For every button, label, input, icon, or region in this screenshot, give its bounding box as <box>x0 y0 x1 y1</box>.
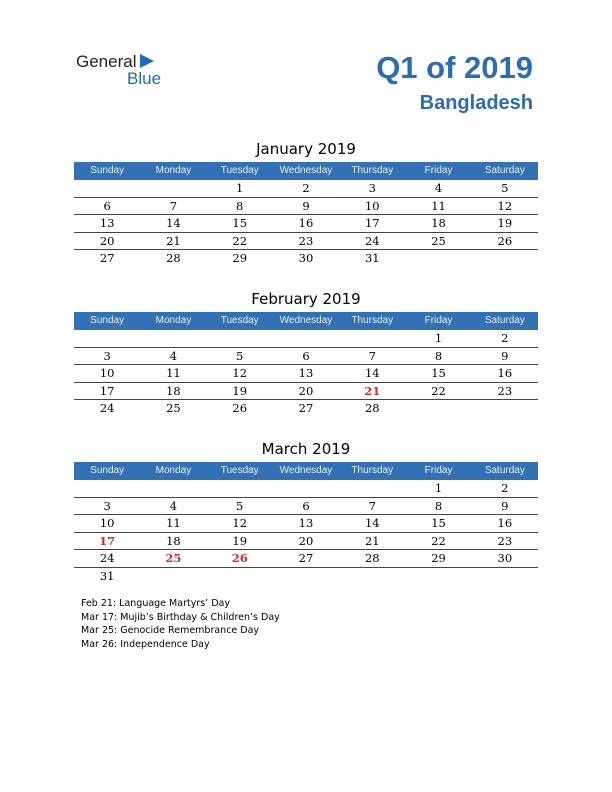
day-cell: 11 <box>166 366 181 381</box>
day-cell: 27 <box>298 401 314 416</box>
weekday-label: Monday <box>155 465 192 476</box>
brand-logo <box>76 52 176 88</box>
day-cell: 16 <box>497 516 513 531</box>
day-cell: 4 <box>434 181 443 195</box>
day-cell: 8 <box>236 198 244 213</box>
day-cell: 6 <box>103 198 111 213</box>
day-cell: 11 <box>166 516 181 531</box>
day-cell: 2 <box>501 331 509 345</box>
day-cell: 1 <box>434 481 443 495</box>
day-cell: 30 <box>298 251 314 266</box>
day-cell: 21 <box>166 233 181 248</box>
day-cell: 10 <box>99 366 115 381</box>
day-cell <box>273 480 339 497</box>
day-cell: 2 <box>302 181 310 195</box>
day-cell: 24 <box>364 233 380 248</box>
day-cell: 12 <box>232 366 248 381</box>
day-cell <box>472 568 538 585</box>
week-row <box>74 365 538 383</box>
day-cell: 28 <box>364 551 380 566</box>
day-cell: 1 <box>434 331 443 345</box>
day-cell: 8 <box>434 348 443 363</box>
day-cell: 14 <box>364 516 380 531</box>
day-cell <box>74 180 140 197</box>
day-cell: 7 <box>368 348 376 363</box>
day-cell: 4 <box>169 348 178 363</box>
day-cell: 27 <box>298 551 314 566</box>
day-cell <box>140 480 206 497</box>
weekday-label: Wednesday <box>279 165 333 176</box>
day-cell: 5 <box>501 181 509 195</box>
month-calendar <box>74 287 538 417</box>
month-title: February 2019 <box>251 290 361 308</box>
weekday-header <box>74 312 538 330</box>
day-cell: 17 <box>99 533 116 548</box>
day-cell: 18 <box>431 216 446 231</box>
day-cell <box>74 330 140 347</box>
week-row <box>74 250 538 267</box>
weekday-label: Thursday <box>351 165 394 176</box>
day-cell <box>405 400 471 417</box>
day-cell <box>140 330 206 347</box>
day-cell <box>74 480 140 497</box>
week-row <box>74 215 538 233</box>
day-cell <box>472 250 538 267</box>
week-row <box>74 568 538 585</box>
day-cell: 17 <box>99 383 115 398</box>
flag-icon <box>140 54 154 68</box>
day-cell: 13 <box>298 366 314 381</box>
day-cell: 26 <box>232 401 248 416</box>
weekday-label: Thursday <box>351 315 394 326</box>
day-cell: 5 <box>236 498 244 513</box>
page-title: Q1 of 2019 <box>376 50 533 85</box>
day-cell: 18 <box>166 533 181 548</box>
day-cell: 19 <box>232 383 248 398</box>
weekday-label: Friday <box>424 465 453 476</box>
day-cell <box>339 330 405 347</box>
day-cell: 1 <box>236 181 244 195</box>
month-title: January 2019 <box>256 140 356 158</box>
weekday-label: Monday <box>155 315 192 326</box>
holiday-note: Mar 17: Mujib’s Birthday & Children’s Day <box>81 611 280 623</box>
day-cell: 31 <box>99 568 115 583</box>
day-cell: 25 <box>166 401 181 416</box>
weekday-header <box>74 462 538 480</box>
day-cell: 17 <box>364 216 380 231</box>
day-cell: 16 <box>497 366 513 381</box>
weekday-label: Thursday <box>351 465 394 476</box>
day-cell: 21 <box>364 383 381 398</box>
day-cell: 9 <box>302 198 310 213</box>
week-row <box>74 383 538 401</box>
day-cell: 19 <box>232 533 248 548</box>
day-cell: 8 <box>434 498 443 513</box>
country-name: Bangladesh <box>419 92 533 114</box>
weekday-label: Saturday <box>484 315 525 326</box>
day-cell: 3 <box>368 181 376 195</box>
week-row <box>74 198 538 216</box>
day-cell <box>140 568 206 585</box>
weekday-label: Sunday <box>90 165 125 176</box>
day-cell <box>207 480 273 497</box>
day-cell: 28 <box>364 401 380 416</box>
holiday-note: Mar 26: Independence Day <box>81 638 210 650</box>
day-cell: 15 <box>431 366 446 381</box>
day-cell <box>273 568 339 585</box>
day-cell: 9 <box>501 498 509 513</box>
day-cell: 3 <box>103 498 111 513</box>
day-cell <box>207 568 273 585</box>
day-cell <box>339 480 405 497</box>
day-cell: 26 <box>231 551 248 566</box>
day-cell <box>339 568 405 585</box>
month-calendar <box>74 437 538 585</box>
weekday-label: Saturday <box>484 465 525 476</box>
week-row <box>74 550 538 568</box>
holiday-note: Mar 25: Genocide Remembrance Day <box>81 625 260 637</box>
week-row <box>74 348 538 366</box>
day-cell: 3 <box>103 348 111 363</box>
day-cell: 26 <box>497 233 513 248</box>
brand-general-text: General <box>76 52 137 71</box>
weekday-header <box>74 162 538 180</box>
weekday-label: Tuesday <box>220 165 259 176</box>
day-cell: 27 <box>99 251 115 266</box>
day-cell: 25 <box>431 233 446 248</box>
weekday-label: Friday <box>424 315 453 326</box>
week-row <box>74 330 538 348</box>
day-cell <box>273 330 339 347</box>
brand-blue-text: Blue <box>127 69 162 88</box>
day-cell: 21 <box>364 533 380 548</box>
day-cell: 23 <box>497 533 513 548</box>
day-cell <box>405 250 471 267</box>
weekday-label: Wednesday <box>279 315 333 326</box>
weekday-label: Monday <box>155 165 192 176</box>
week-row <box>74 180 538 198</box>
day-cell: 29 <box>431 551 446 566</box>
day-cell: 2 <box>501 481 509 495</box>
day-cell: 20 <box>298 383 314 398</box>
day-cell: 23 <box>298 233 314 248</box>
weekday-label: Sunday <box>90 465 125 476</box>
week-row <box>74 498 538 516</box>
day-cell: 6 <box>302 498 310 513</box>
week-row <box>74 233 538 251</box>
week-row <box>74 515 538 533</box>
day-cell: 22 <box>232 233 248 248</box>
day-cell: 4 <box>169 498 178 513</box>
day-cell: 20 <box>298 533 314 548</box>
day-cell: 22 <box>431 383 446 398</box>
day-cell: 14 <box>364 366 380 381</box>
day-cell: 10 <box>364 198 380 213</box>
weekday-label: Sunday <box>90 315 125 326</box>
day-cell <box>472 400 538 417</box>
day-cell: 18 <box>166 383 181 398</box>
day-cell: 12 <box>497 198 513 213</box>
month-calendar <box>74 137 538 267</box>
day-cell: 10 <box>99 516 115 531</box>
day-cell: 19 <box>497 216 513 231</box>
day-cell <box>140 180 206 197</box>
day-cell: 15 <box>232 216 248 231</box>
holiday-note: Feb 21: Language Martyrs’ Day <box>81 598 230 609</box>
day-cell: 12 <box>232 516 248 531</box>
weekday-label: Friday <box>424 165 453 176</box>
week-row <box>74 533 538 551</box>
day-cell: 29 <box>232 251 248 266</box>
day-cell: 7 <box>368 498 376 513</box>
day-cell: 24 <box>99 551 115 566</box>
day-cell: 22 <box>431 533 446 548</box>
day-cell: 14 <box>166 216 181 231</box>
week-row <box>74 400 538 417</box>
day-cell: 20 <box>99 233 115 248</box>
day-cell: 13 <box>99 216 115 231</box>
holiday-notes <box>81 597 280 651</box>
day-cell: 11 <box>431 198 446 213</box>
day-cell: 24 <box>99 401 115 416</box>
day-cell: 7 <box>169 198 178 213</box>
day-cell: 31 <box>364 251 380 266</box>
day-cell: 6 <box>302 348 310 363</box>
day-cell: 9 <box>501 348 509 363</box>
day-cell: 25 <box>165 551 182 566</box>
weekday-label: Tuesday <box>220 315 259 326</box>
month-title: March 2019 <box>261 440 351 458</box>
day-cell: 15 <box>431 516 446 531</box>
weekday-label: Tuesday <box>220 465 259 476</box>
day-cell: 16 <box>298 216 314 231</box>
day-cell: 5 <box>236 348 244 363</box>
week-row <box>74 480 538 498</box>
day-cell: 28 <box>166 251 181 266</box>
day-cell: 13 <box>298 516 314 531</box>
day-cell: 30 <box>497 551 513 566</box>
weekday-label: Saturday <box>484 165 525 176</box>
day-cell <box>405 568 471 585</box>
day-cell: 23 <box>497 383 513 398</box>
day-cell <box>207 330 273 347</box>
weekday-label: Wednesday <box>279 465 333 476</box>
